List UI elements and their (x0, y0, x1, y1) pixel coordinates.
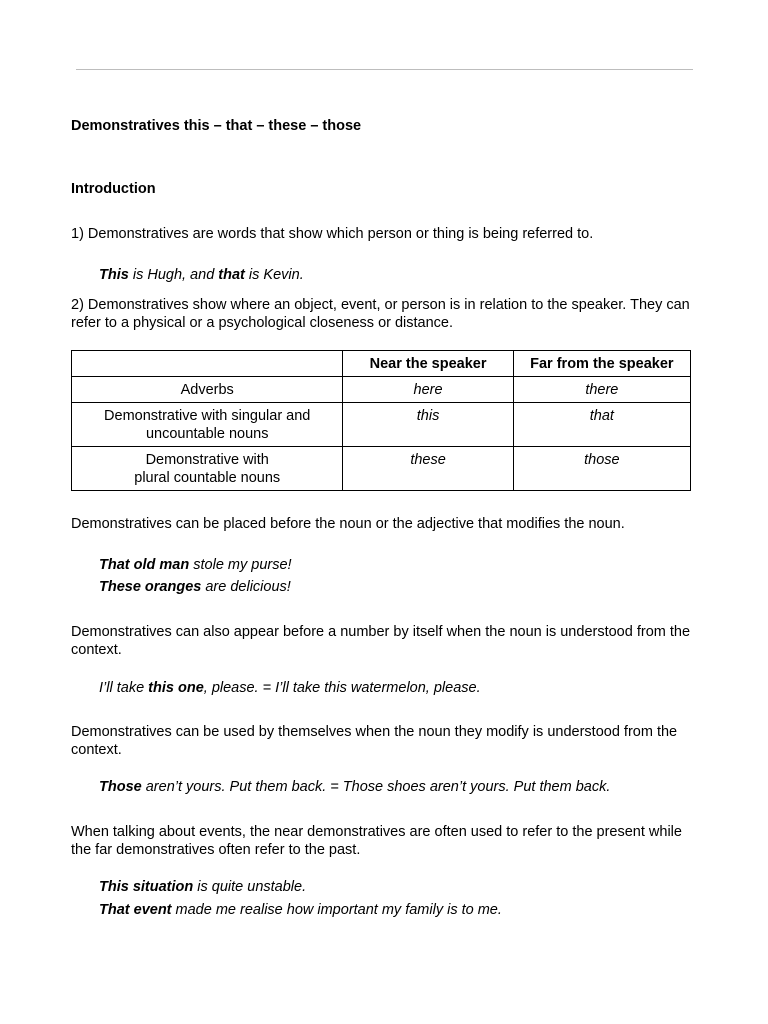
section-heading-introduction: Introduction (71, 181, 156, 197)
paragraph-relation: 2) Demonstratives show where an object, event, or person is in relation to the speaker. They can refer to a physical or a psychological closeness or distance. (71, 297, 690, 331)
example-bold: These oranges (99, 579, 202, 595)
example-those (99, 778, 699, 796)
table-row-label: Adverbs (72, 377, 343, 403)
example-situation (99, 878, 699, 896)
example-oranges (99, 578, 699, 596)
document-title: Demonstratives this – that – these – those (71, 118, 362, 134)
table-row (72, 377, 691, 403)
paragraph-by-themselves: Demonstratives can be used by themselves when the noun they modify is understood from the context. (71, 724, 678, 758)
example-bold: That event (99, 902, 172, 918)
table-header-far: Far from the speaker (513, 351, 690, 377)
example-bold: Those (99, 779, 142, 795)
table-cell-near: here (343, 377, 513, 403)
paragraph-placement: Demonstratives can be placed before the noun or the adjective that modifies the noun. (71, 516, 625, 532)
table-cell-near: this (343, 403, 513, 447)
table-row-label (72, 447, 343, 491)
example-bold: That old man (99, 557, 190, 573)
example-bold: this one (148, 680, 204, 696)
top-divider (76, 69, 693, 70)
table-cell-far: there (513, 377, 690, 403)
example-text: is quite unstable. (193, 879, 307, 895)
table-header-near: Near the speaker (343, 351, 513, 377)
table-header-empty (72, 351, 343, 377)
example-text: is Hugh, and (128, 267, 219, 283)
example-bold: that (218, 267, 245, 283)
example-this-one (99, 679, 699, 697)
table-cell-near: these (343, 447, 513, 491)
example-text: , please. = I’ll take this watermelon, please. (203, 680, 481, 696)
example-event (99, 901, 699, 919)
example-text: stole my purse! (189, 557, 292, 573)
paragraph-events: When talking about events, the near demonstratives are often used to refer to the present while the far demonstratives often refer to the past. (71, 824, 682, 858)
example-bold: This situation (99, 879, 194, 895)
table-cell-far: that (513, 403, 690, 447)
table-cell-far: those (513, 447, 690, 491)
paragraph-number: Demonstratives can also appear before a number by itself when the noun is understood from the context. (71, 624, 691, 658)
example-text: I’ll take (99, 680, 149, 696)
example-text: is Kevin. (244, 267, 304, 283)
demonstratives-table (71, 350, 691, 491)
table-row (72, 403, 691, 447)
example-bold: This (99, 267, 129, 283)
table-header-row (72, 351, 691, 377)
example-text: aren’t yours. Put them back. = Those shoes aren’t yours. Put them back. (141, 779, 611, 795)
table-row-label-line: Demonstrative with singular and (104, 408, 311, 424)
paragraph-definition: 1) Demonstratives are words that show which person or thing is being referred to. (71, 226, 594, 242)
table-row-label-line: Demonstrative with (145, 452, 269, 468)
table-row (72, 447, 691, 491)
example-text: are delicious! (201, 579, 291, 595)
table-row-label-line: uncountable nouns (145, 426, 269, 442)
table-row-label (72, 403, 343, 447)
example-old-man (99, 556, 699, 574)
example-text: made me realise how important my family is to me. (171, 902, 502, 918)
table-row-label-line: plural countable nouns (134, 470, 281, 486)
example-this-that (99, 266, 699, 284)
